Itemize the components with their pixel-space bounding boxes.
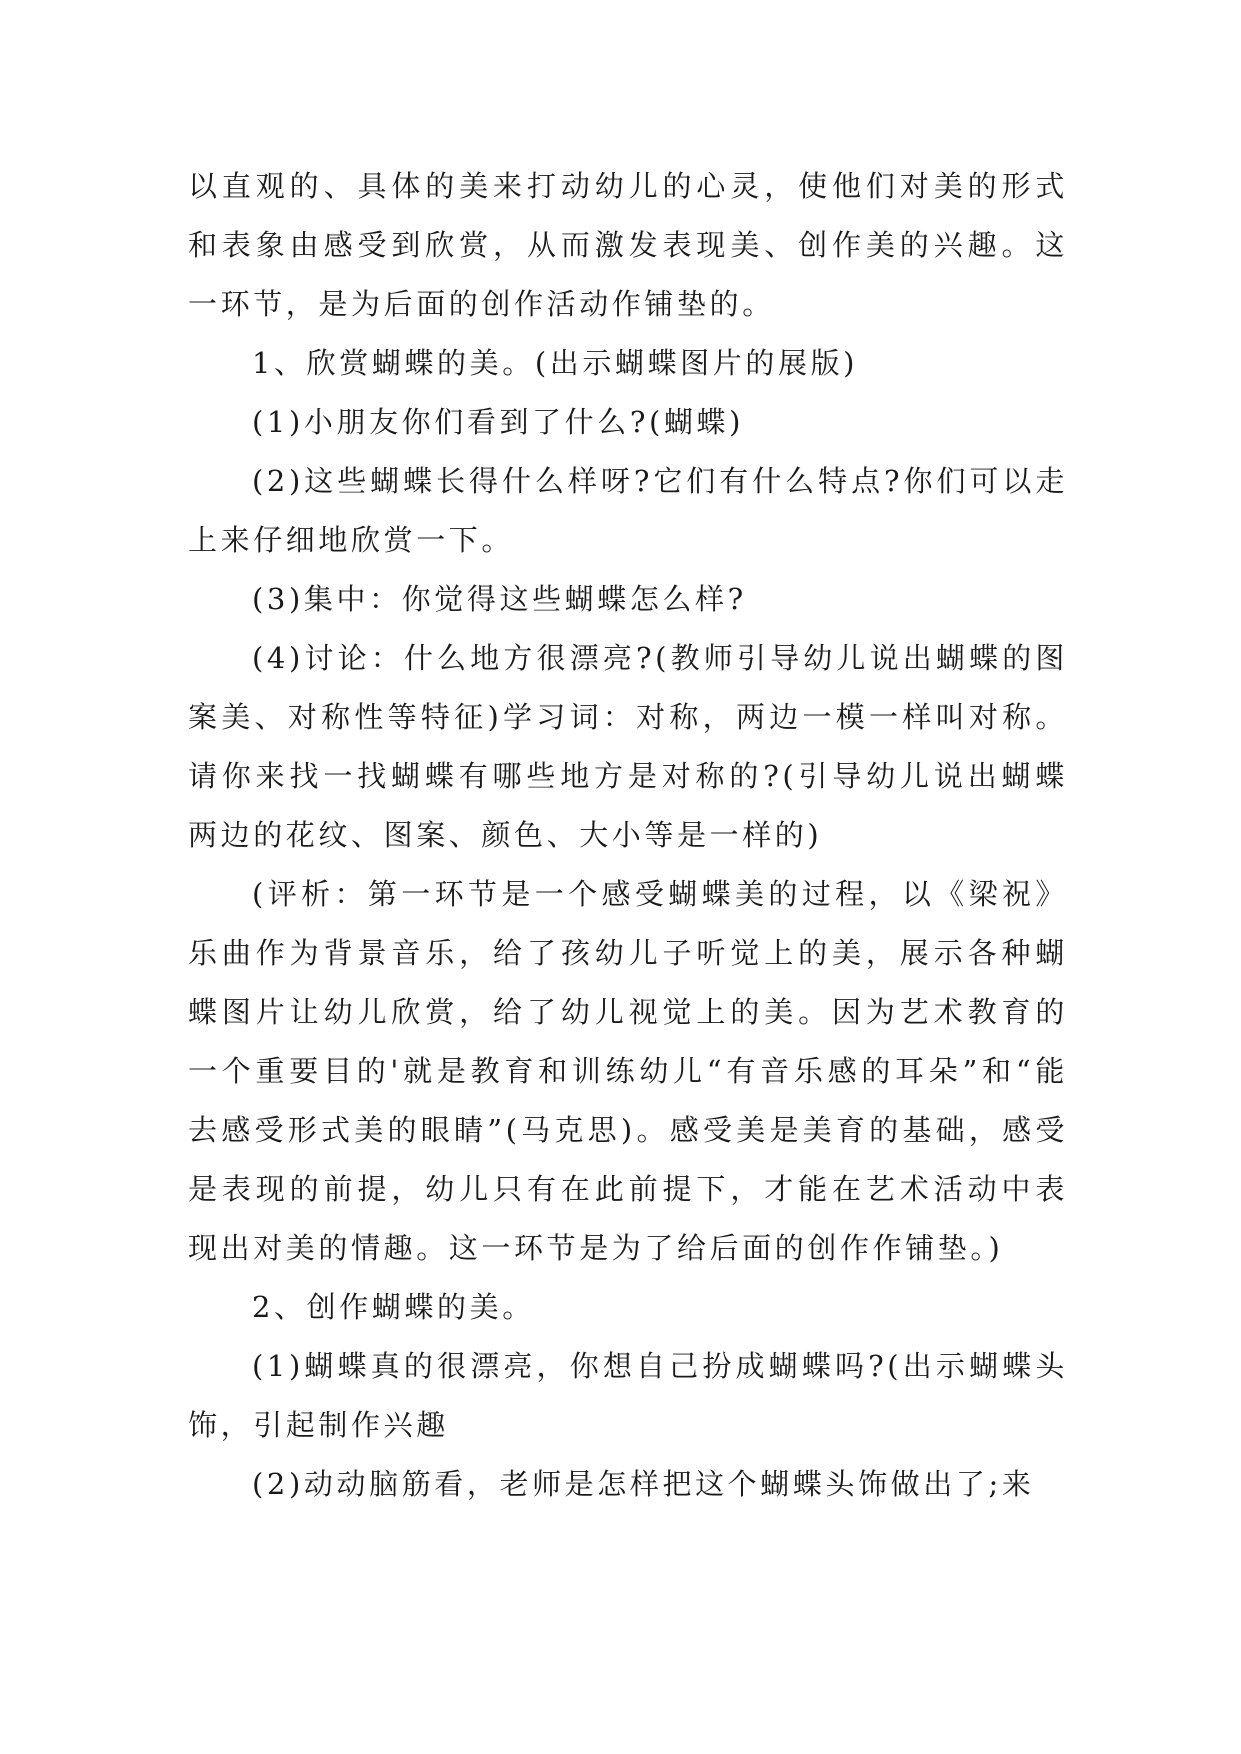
- paragraph-commentary: (评析：第一环节是一个感受蝴蝶美的过程，以《梁祝》乐曲作为背景音乐，给了孩幼儿子听觉上的美，展示各种蝴蝶图片让幼儿欣赏，给了幼儿视觉上的美。因为艺术教育的一个重要目的'就是教育和训练幼儿“有音乐感的耳朵”和“能去感受形式美的眼睛”(马克思)。感受美是美育的基础，感受是表现的前提，幼儿只有在此前提下，才能在艺术活动中表现出对美的情趣。这一环节是为了给后面的创作作铺垫。): [188, 877, 1068, 1265]
- paragraph-intro-continuation: 以直观的、具体的美来打动幼儿的心灵，使他们对美的形式和表象由感受到欣赏，从而激发表现美、创作美的兴趣。这一环节，是为后面的创作活动作铺垫的。: [188, 169, 1068, 321]
- paragraph-step-1-heading: 1、欣赏蝴蝶的美。(出示蝴蝶图片的展版): [252, 346, 859, 380]
- paragraph-question-3: (3)集中：你觉得这些蝴蝶怎么样?: [252, 582, 747, 616]
- paragraph-question-4: (4)讨论：什么地方很漂亮?(教师引导幼儿说出蝴蝶的图案美、对称性等特征)学习词：对称，两边一模一样叫对称。请你来找一找蝴蝶有哪些地方是对称的?(引导幼儿说出蝴蝶两边的花纹、图案、颜色、大小等是一样的): [188, 641, 1068, 852]
- paragraph-question-1: (1)小朋友你们看到了什么?(蝴蝶): [252, 405, 745, 439]
- document-body: [188, 157, 1068, 1514]
- paragraph-step-2-question-1: (1)蝴蝶真的很漂亮，你想自己扮成蝴蝶吗?(出示蝴蝶头饰，引起制作兴趣: [188, 1349, 1068, 1442]
- paragraph-step-2-heading: 2、创作蝴蝶的美。: [252, 1290, 535, 1324]
- paragraph-question-2: (2)这些蝴蝶长得什么样呀?它们有什么特点?你们可以走上来仔细地欣赏一下。: [188, 464, 1068, 557]
- paragraph-step-2-question-2: (2)动动脑筋看，老师是怎样把这个蝴蝶头饰做出了;来: [252, 1467, 1035, 1501]
